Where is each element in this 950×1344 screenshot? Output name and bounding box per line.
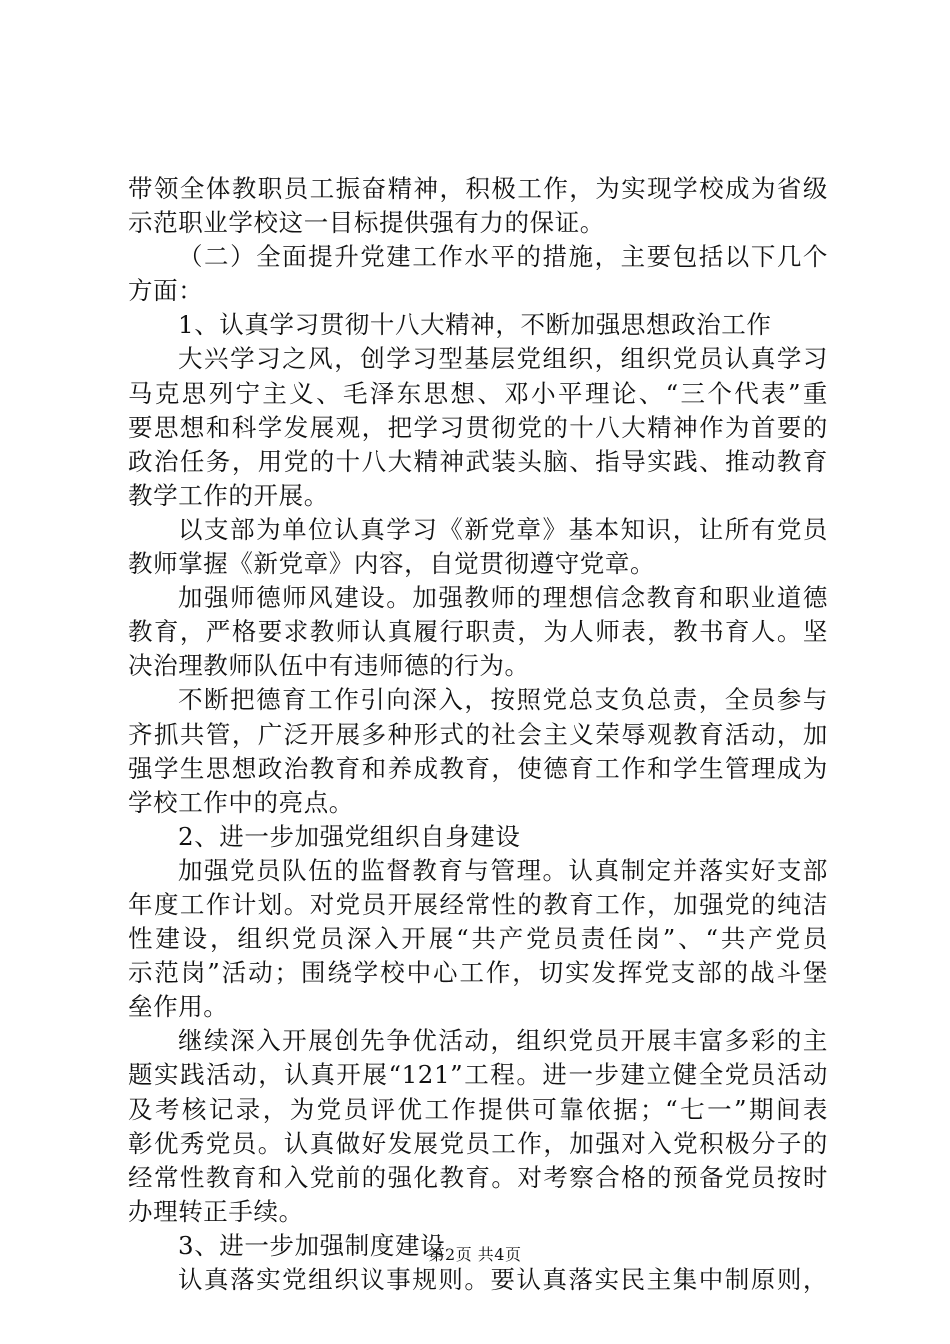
text-line: 加强师德师风建设。加强教师的理想信念教育和职业道德 <box>178 583 828 613</box>
text-line: 经常性教育和入党前的强化教育。对考察合格的预备党员按时 <box>128 1162 828 1192</box>
text-line: 题实践活动，认真开展“121”工程。进一步建立健全党员活动 <box>128 1060 828 1090</box>
text-line: 决治理教师队伍中有违师德的行为。 <box>128 651 530 681</box>
text-line: 示范岗”活动；围绕学校中心工作，切实发挥党支部的战斗堡 <box>128 958 828 988</box>
text-line: 强学生思想政治教育和养成教育，使德育工作和学生管理成为 <box>128 753 828 783</box>
text-line: 示范职业学校这一目标提供强有力的保证。 <box>128 208 605 238</box>
page-number-footer: 第2页 共4页 <box>428 1245 522 1264</box>
text-line: 加强党员队伍的监督教育与管理。认真制定并落实好支部 <box>178 855 828 885</box>
text-line: 马克思列宁主义、毛泽东思想、邓小平理论、“三个代表”重 <box>128 378 828 408</box>
text-line: 大兴学习之风，创学习型基层党组织，组织党员认真学习 <box>178 344 828 374</box>
section-heading: 2、进一步加强党组织自身建设 <box>178 821 521 851</box>
text-line: 教师掌握《新党章》内容，自觉贯彻遵守党章。 <box>128 549 656 579</box>
text-line: 办理转正手续。 <box>128 1196 304 1226</box>
text-line: 性建设，组织党员深入开展“共产党员责任岗”、“共产党员 <box>128 924 828 954</box>
text-line: 方面： <box>128 276 204 306</box>
text-line: 教学工作的开展。 <box>128 480 329 510</box>
text-line: 要思想和科学发展观，把学习贯彻党的十八大精神作为首要的 <box>128 412 828 442</box>
text-line: 不断把德育工作引向深入，按照党总支负总责，全员参与 <box>178 685 828 715</box>
text-line: 垒作用。 <box>128 992 229 1022</box>
text-line: 认真落实党组织议事规则。要认真落实民主集中制原则， <box>178 1265 828 1294</box>
text-line: 彰优秀党员。认真做好发展党员工作，加强对入党积极分子的 <box>128 1128 828 1158</box>
text-line: 齐抓共管，广泛开展多种形式的社会主义荣辱观教育活动，加 <box>128 719 828 749</box>
section-heading: 1、认真学习贯彻十八大精神，不断加强思想政治工作 <box>178 310 772 340</box>
text-line: 继续深入开展创先争优活动，组织党员开展丰富多彩的主 <box>178 1026 828 1056</box>
text-line: 学校工作中的亮点。 <box>128 787 354 817</box>
text-line: 政治任务，用党的十八大精神武装头脑、指导实践、推动教育 <box>128 446 828 476</box>
text-line: 教育，严格要求教师认真履行职责，为人师表，教书育人。坚 <box>128 617 828 647</box>
text-line: 以支部为单位认真学习《新党章》基本知识，让所有党员 <box>178 514 828 544</box>
text-line: 带领全体教职员工振奋精神，积极工作，为实现学校成为省级 <box>128 174 828 203</box>
text-line: 及考核记录，为党员评优工作提供可靠依据；“七一”期间表 <box>128 1094 828 1124</box>
document-body <box>128 172 828 1297</box>
section-heading: 3、进一步加强制度建设 <box>178 1230 446 1260</box>
text-line: （二）全面提升党建工作水平的措施，主要包括以下几个 <box>178 242 828 272</box>
text-line: 年度工作计划。对党员开展经常性的教育工作，加强党的纯洁 <box>128 889 828 919</box>
